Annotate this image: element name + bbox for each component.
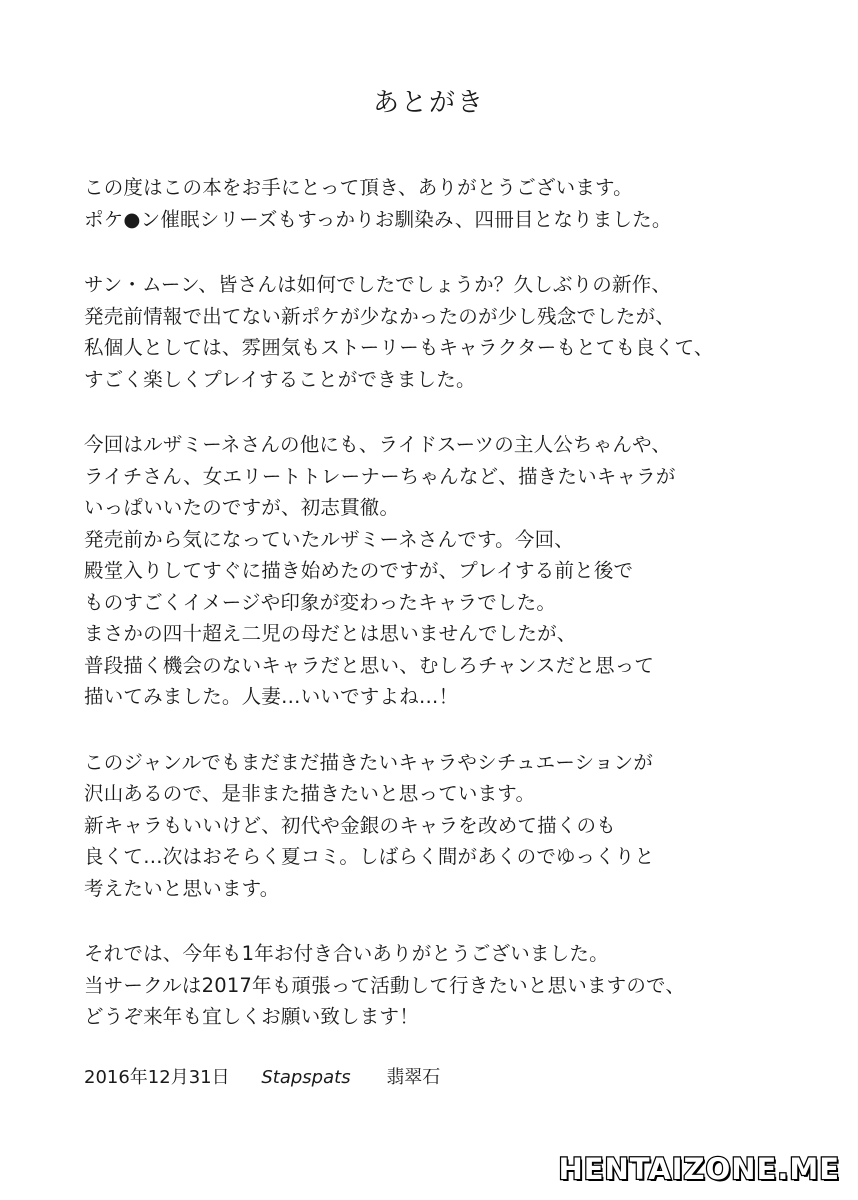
paragraph-2 <box>84 269 804 395</box>
text-line: それでは、今年も1年お付き合いありがとうございました。 <box>84 942 609 965</box>
watermark: HENTAIZONE.ME <box>558 1152 840 1186</box>
text-line: どうぞ来年も宜しくお願い致します！ <box>84 1005 419 1028</box>
text-line: 私個人としては、雰囲気もストーリーもキャラクターもとても良くて、 <box>84 336 714 359</box>
text-line: 今回はルザミーネさんの他にも、ライドスーツの主人公ちゃんや、 <box>84 433 672 456</box>
text-line: 発売前情報で出てない新ポケが少なかったのが少し残念でしたが、 <box>84 304 676 328</box>
paragraph-5 <box>84 938 804 1033</box>
text-line: 当サークルは2017年も頑張って活動して行きたいと思いますので、 <box>84 973 686 997</box>
text-line: 発売前から気になっていたルザミーネさんです。今回、 <box>84 527 574 551</box>
signature-circle: Stapspats <box>261 1067 351 1088</box>
afterword-body <box>84 172 804 1067</box>
text-line: すごく楽しくプレイすることができました。 <box>84 367 476 391</box>
text-line: 沢山あるので、是非また描きたいと思っています。 <box>84 782 536 805</box>
text-line: このジャンルでもまだまだ描きたいキャラやシチュエーションが <box>84 750 654 774</box>
text-line: いっぱいいたのですが、初志貫徹。 <box>84 496 400 519</box>
paragraph-1 <box>84 172 804 235</box>
paragraph-3 <box>84 429 804 713</box>
text-line: ライチさん、女エリートトレーナーちゃんなど、描きたいキャラが <box>84 464 676 488</box>
text-line: サン・ムーン、皆さんは如何でしたでしょうか？久しぶりの新作、 <box>84 273 672 296</box>
text-line: 良くて…次はおそらく夏コミ。しばらく間があくのでゆっくりと <box>84 845 655 868</box>
page-title: あとがき <box>372 88 485 118</box>
text-line: ものすごくイメージや印象が変わったキャラでした。 <box>84 590 557 614</box>
text-line: 新キャラもいいけど、初代や金銀のキャラを改めて描くのも <box>84 813 616 837</box>
text-line: 考えたいと思います。 <box>84 876 280 900</box>
signature <box>84 1063 440 1093</box>
paragraph-4 <box>84 747 804 905</box>
signature-author: 翡翠石 <box>386 1067 441 1088</box>
text-line: 描いてみました。人妻…いいですよね…！ <box>84 685 459 708</box>
signature-date: 2016年12月31日 <box>84 1067 230 1088</box>
text-line: 普段描く機会のないキャラだと思い、むしろチャンスだと思って <box>84 653 655 677</box>
text-line: 殿堂入りしてすぐに描き始めたのですが、プレイする前と後で <box>84 559 634 582</box>
text-line: まさかの四十超え二児の母だとは思いませんでしたが、 <box>84 622 577 645</box>
text-line: この度はこの本をお手にとって頂き、ありがとうございます。 <box>84 176 633 199</box>
text-line: ポケ●ン催眠シリーズもすっかりお馴染み、四冊目となりました。 <box>84 207 672 231</box>
